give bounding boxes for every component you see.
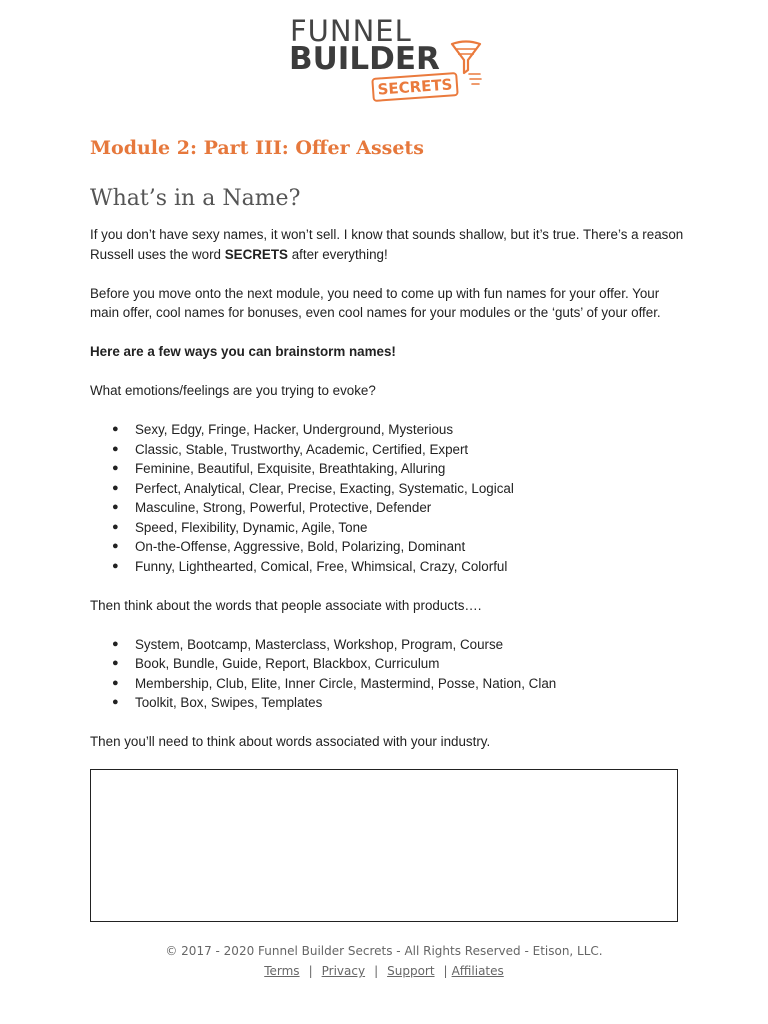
list-item: ● Book, Bundle, Guide, Report, Blackbox, Curriculum (90, 654, 690, 674)
affiliates-link[interactable]: Affiliates (451, 964, 504, 978)
list-item: ● Masculine, Strong, Powerful, Protective, Defender (90, 498, 690, 518)
support-link[interactable]: Support (387, 964, 435, 978)
list-item: ● Toolkit, Box, Swipes, Templates (90, 693, 690, 713)
link-separator: | (374, 964, 379, 978)
logo-line-secrets: SECRETS (377, 75, 453, 99)
intro-paragraph: If you don’t have sexy names, it won’t sell. I know that sounds shallow, but it’s true. There’s a reason Russell uses the word SECRETS after everything! (90, 227, 684, 262)
secrets-emphasis: SECRETS (224, 246, 288, 262)
logo-line-builder: BUILDER (289, 41, 440, 77)
industry-words-answer-box[interactable] (90, 769, 678, 922)
list-item: ● System, Bootcamp, Masterclass, Workshop, Program, Course (90, 635, 690, 655)
footer-links (0, 961, 768, 981)
link-separator: | (308, 964, 313, 978)
list-item: ● Feminine, Beautiful, Exquisite, Breathtaking, Alluring (90, 459, 690, 479)
list-item: ● Speed, Flexibility, Dynamic, Agile, Tone (90, 518, 690, 538)
terms-link[interactable]: Terms (264, 964, 300, 978)
section-title: What’s in a Name? (90, 186, 301, 211)
products-list (90, 635, 690, 713)
list-item: ● Funny, Lighthearted, Comical, Free, Whimsical, Crazy, Colorful (90, 557, 690, 577)
copyright-text: © 2017 - 2020 Funnel Builder Secrets - All Rights Reserved - Etison, LLC. (165, 944, 603, 958)
worksheet-content (90, 225, 690, 752)
emotions-list (90, 420, 690, 576)
list-item: ● Sexy, Edgy, Fringe, Hacker, Underground, Mysterious (90, 420, 690, 440)
list-item: ● Classic, Stable, Trustworthy, Academic, Certified, Expert (90, 440, 690, 460)
funnel-builder-secrets-logo (289, 16, 489, 102)
industry-intro: Then you’ll need to think about words associated with your industry. (90, 734, 491, 749)
funnel-icon (449, 40, 483, 88)
footer (0, 941, 768, 981)
products-intro: Then think about the words that people associate with products…. (90, 597, 482, 613)
privacy-link[interactable]: Privacy (321, 964, 366, 978)
list-item: ● On-the-Offense, Aggressive, Bold, Polarizing, Dominant (90, 537, 690, 557)
instructions-paragraph: Before you move onto the next module, you need to come up with fun names for your offer. Your main offer, cool names for bonuses, even cool names for your modules or the ‘guts’ of your offer. (90, 285, 661, 320)
logo-secrets-badge (371, 72, 458, 102)
logo-line-funnel: FUNNEL (290, 14, 412, 48)
emotions-question: What emotions/feelings are you trying to evoke? (90, 383, 376, 398)
module-title: Module 2: Part III: Offer Assets (90, 137, 424, 159)
brainstorm-heading: Here are a few ways you can brainstorm names! (90, 344, 396, 359)
list-item: ● Perfect, Analytical, Clear, Precise, Exacting, Systematic, Logical (90, 479, 690, 499)
link-separator: | (443, 964, 448, 978)
list-item: ● Membership, Club, Elite, Inner Circle, Mastermind, Posse, Nation, Clan (90, 674, 690, 694)
